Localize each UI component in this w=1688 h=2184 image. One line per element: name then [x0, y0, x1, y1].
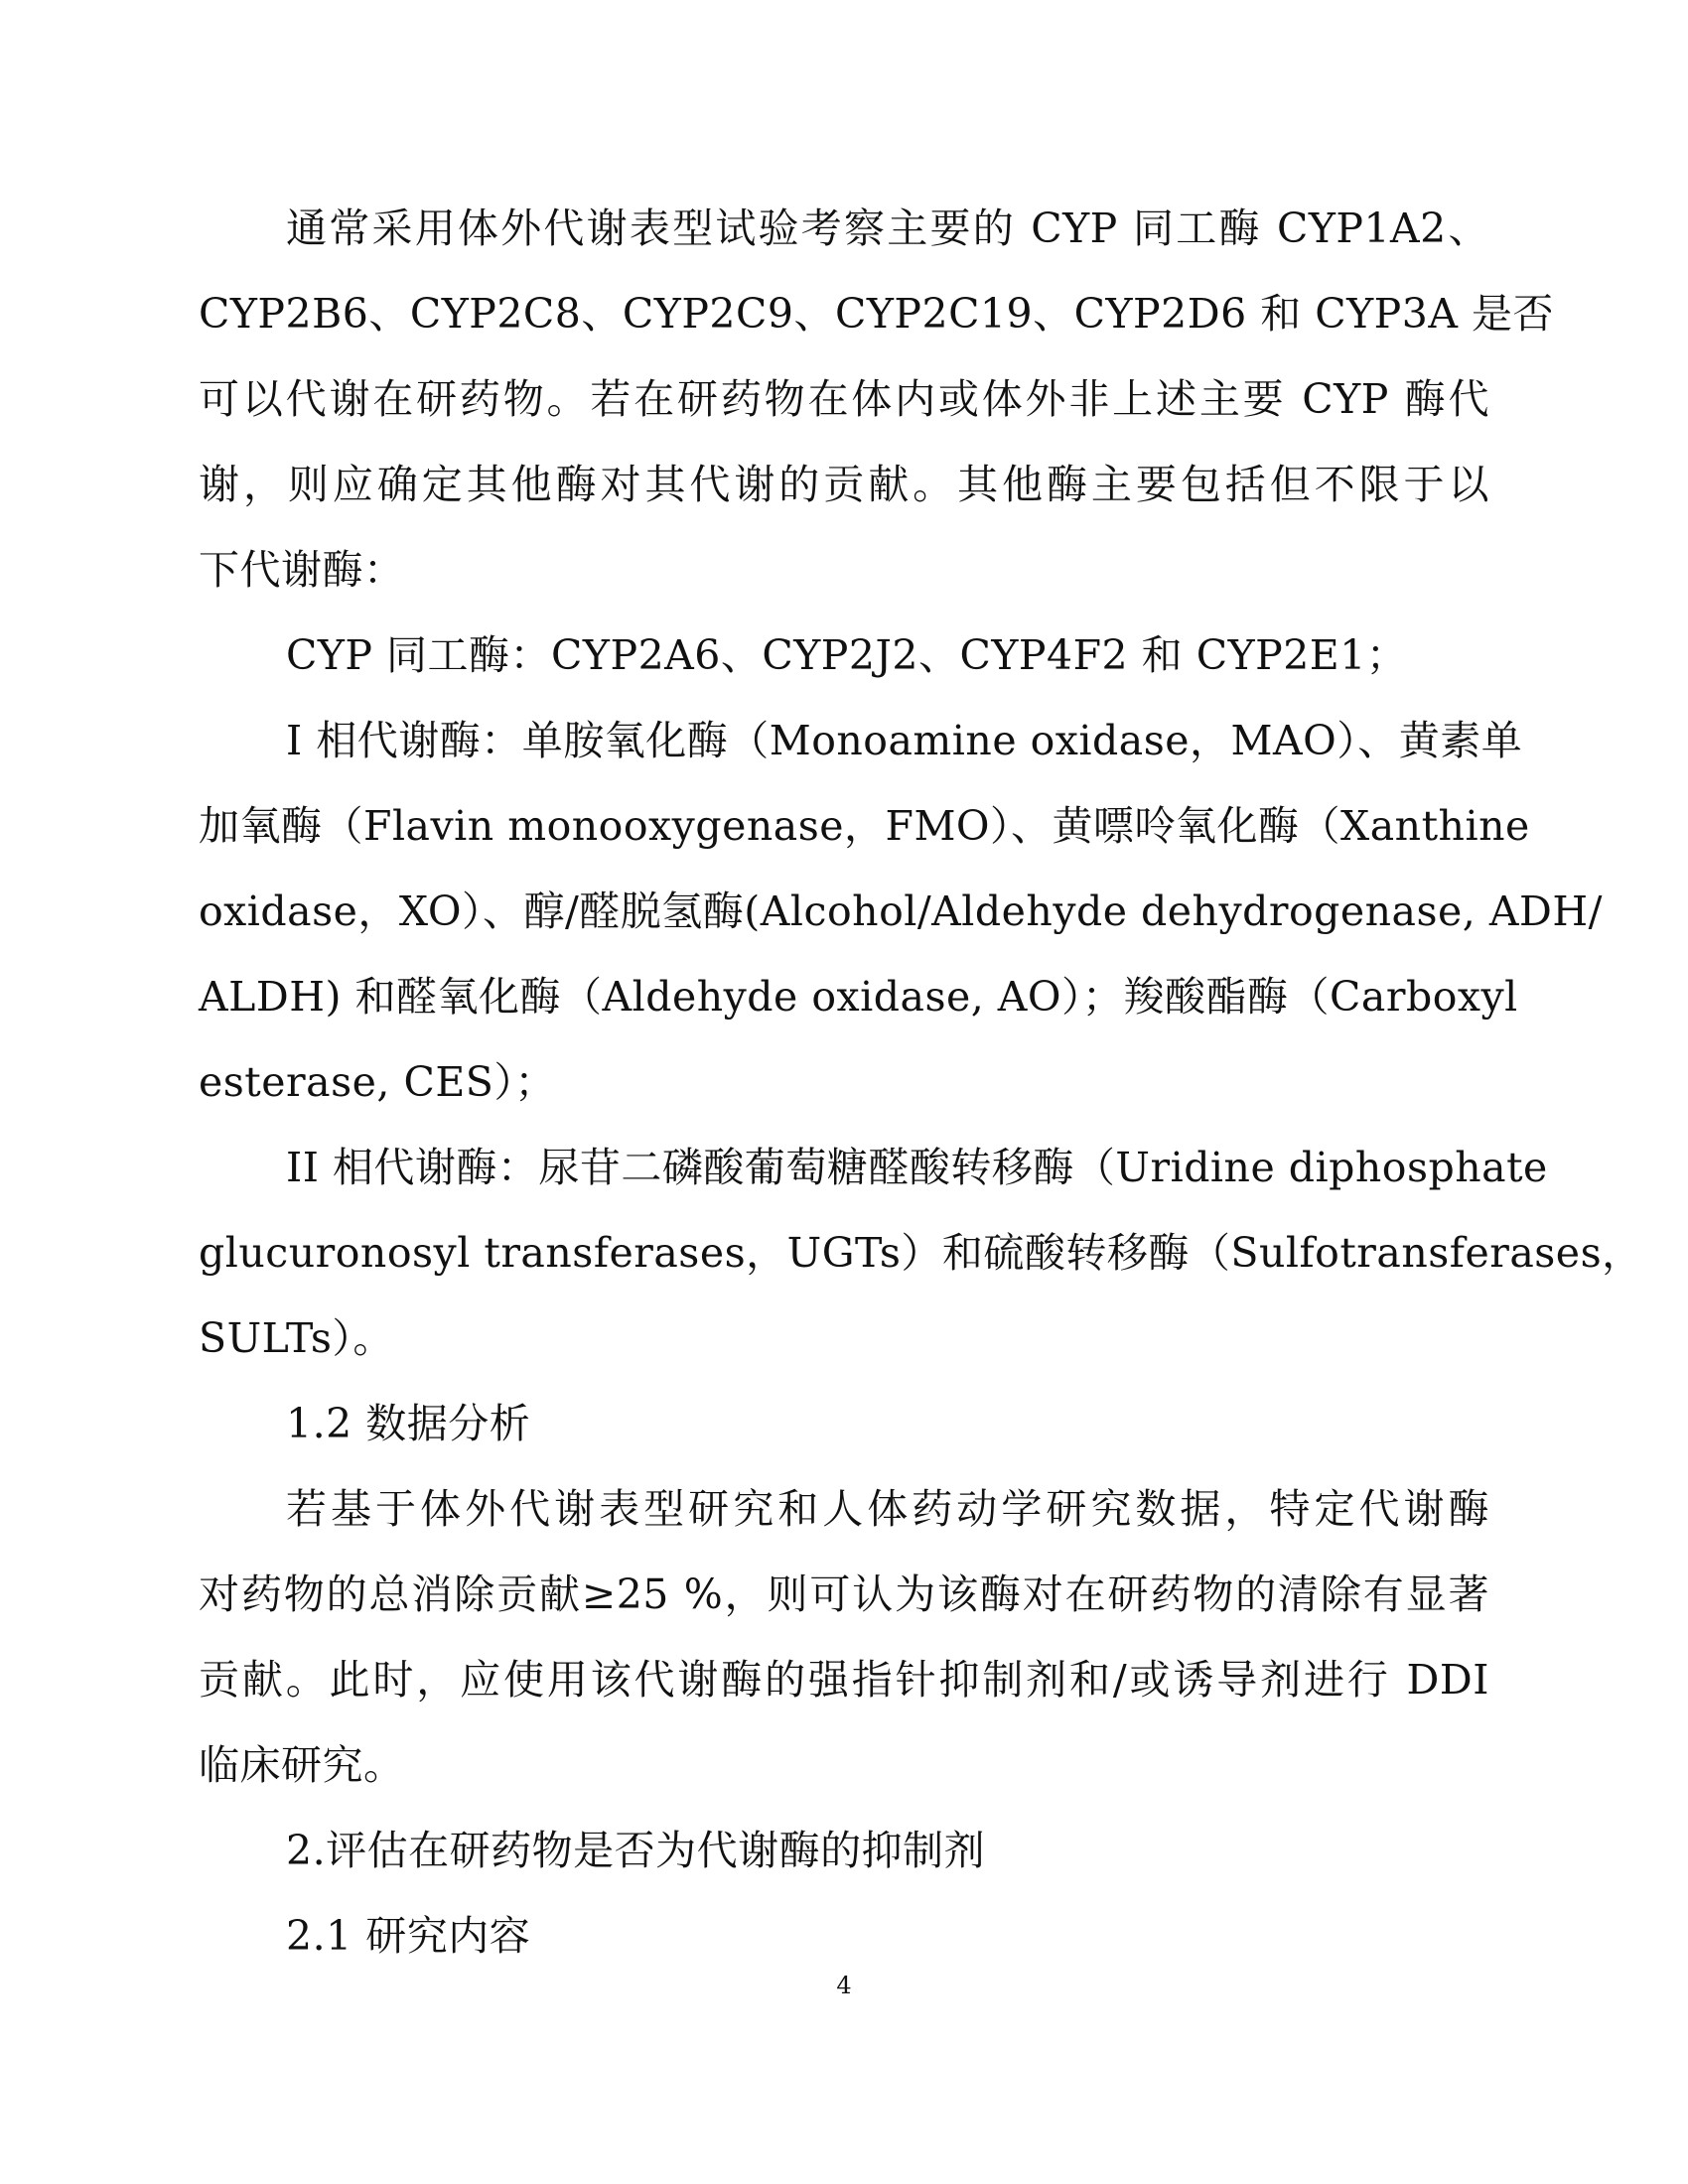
phase-1-enzymes-line-5: esterase, CES）； — [199, 1058, 556, 1106]
phase-2-enzymes-line-3: SULTs）。 — [199, 1314, 394, 1362]
paragraph-1-line-1: 通常采用体外代谢表型试验考察主要的 CYP 同工酶 CYP1A2、 — [286, 205, 1489, 252]
phase-1-enzymes-line-3: oxidase，XO）、醇/醛脱氢酶(Alcohol/Aldehyde dehydrogenase, ADH/ — [199, 887, 1603, 935]
cyp-isoenzymes-line: CYP 同工酶：CYP2A6、CYP2J2、CYP4F2 和 CYP2E1； — [286, 631, 1408, 679]
page-number: 4 — [836, 1972, 852, 1999]
paragraph-1-line-4: 谢，则应确定其他酶对其代谢的贡献。其他酶主要包括但不限于以 — [199, 461, 1489, 508]
paragraph-2-line-3: 贡献。此时，应使用该代谢酶的强指针抑制剂和/或诱导剂进行 DDI — [199, 1656, 1489, 1704]
paragraph-2-line-4: 临床研究。 — [199, 1741, 405, 1789]
phase-1-enzymes-line-2: 加氧酶（Flavin monooxygenase，FMO）、黄嘌呤氧化酶（Xanthine — [199, 802, 1530, 850]
paragraph-2-line-1: 若基于体外代谢表型研究和人体药动学研究数据，特定代谢酶 — [286, 1485, 1489, 1533]
phase-2-enzymes-line-1: II 相代谢酶：尿苷二磷酸葡萄糖醛酸转移酶（Uridine diphosphate — [286, 1144, 1548, 1191]
phase-2-enzymes-line-2: glucuronosyl transferases，UGTs）和硫酸转移酶（Sulfotransferases， — [199, 1229, 1643, 1277]
phase-1-enzymes-line-1: I 相代谢酶：单胺氧化酶（Monoamine oxidase，MAO）、黄素单 — [286, 717, 1523, 764]
section-heading-2-1: 2.1 研究内容 — [286, 1912, 531, 1960]
section-heading-2: 2.评估在研药物是否为代谢酶的抑制剂 — [286, 1827, 986, 1874]
paragraph-1-line-5: 下代谢酶： — [199, 546, 405, 594]
section-heading-1-2: 1.2 数据分析 — [286, 1400, 531, 1447]
phase-1-enzymes-line-4: ALDH) 和醛氧化酶（Aldehyde oxidase, AO）；羧酸酯酶（Carboxyl — [199, 973, 1518, 1021]
paragraph-1-line-2: CYP2B6、CYP2C8、CYP2C9、CYP2C19、CYP2D6 和 CYP3A 是否 — [199, 290, 1554, 338]
paragraph-1-line-3: 可以代谢在研药物。若在研药物在体内或体外非上述主要 CYP 酶代 — [199, 375, 1489, 423]
paragraph-2-line-2: 对药物的总消除贡献≥25 %，则可认为该酶对在研药物的清除有显著 — [199, 1570, 1489, 1618]
